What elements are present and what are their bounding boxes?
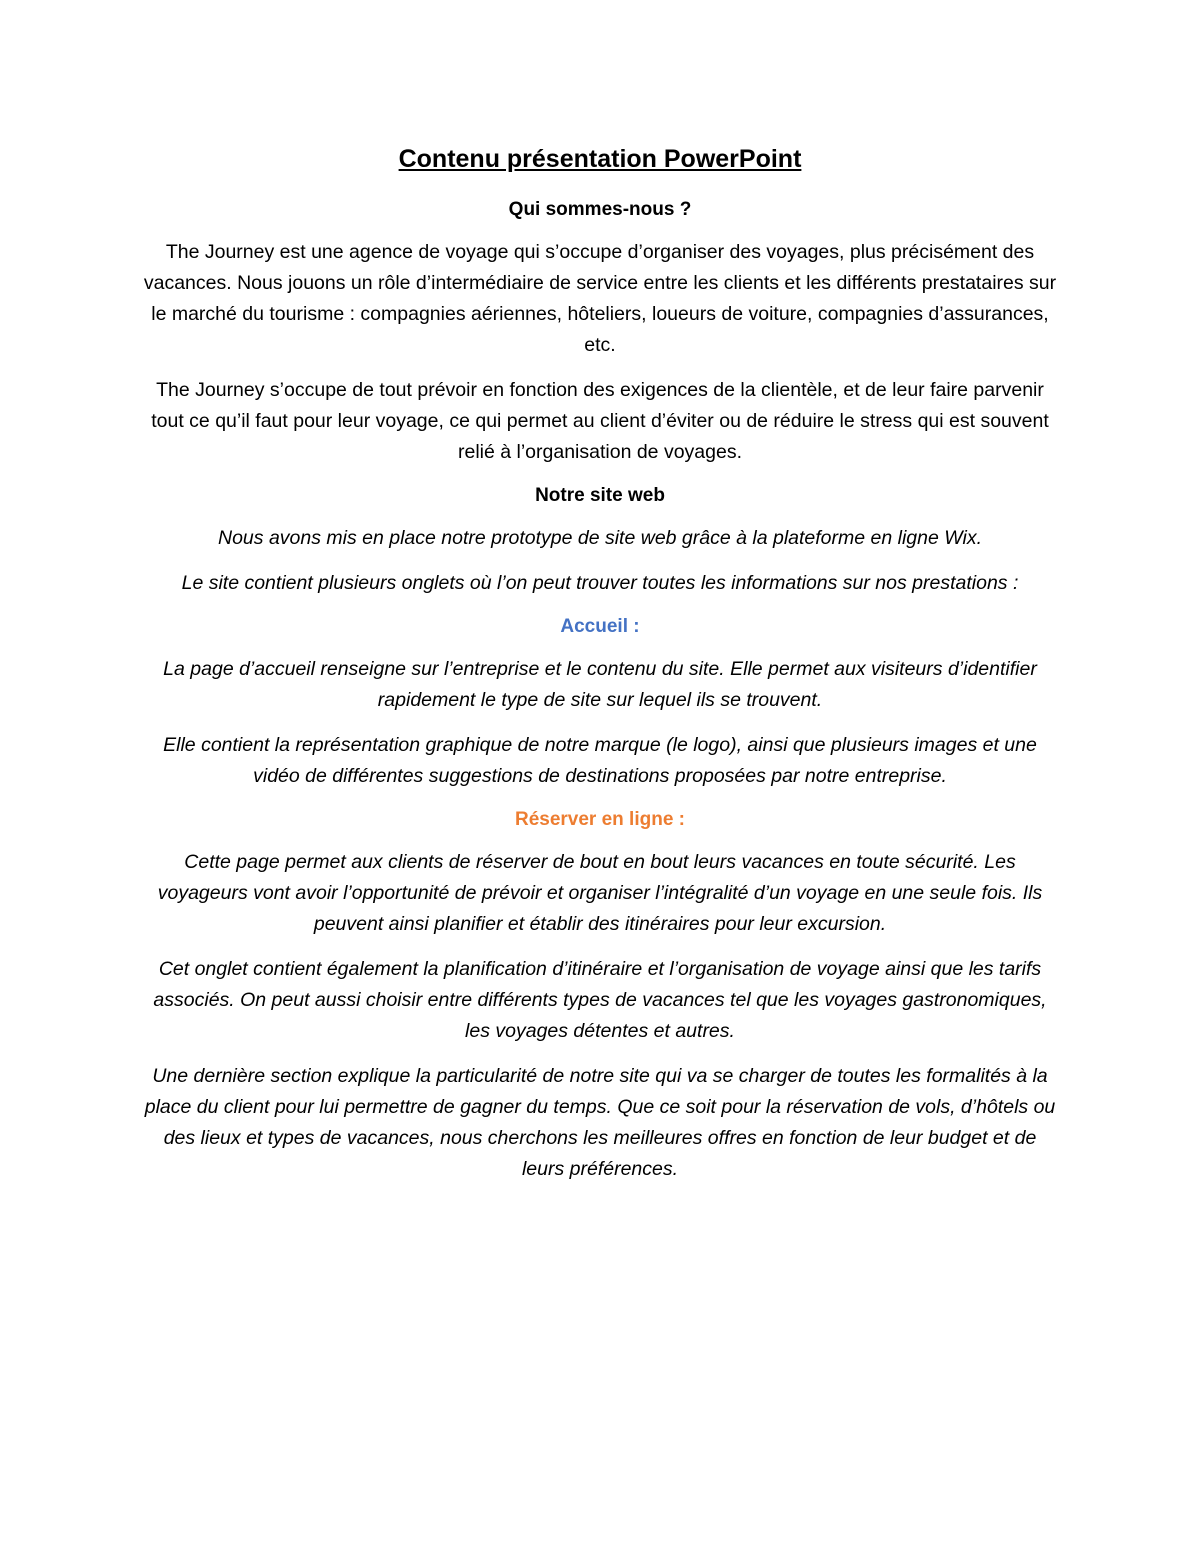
section-heading-notre-site-web: Notre site web: [535, 485, 665, 506]
paragraph-accueil-2: Elle contient la représentation graphique de notre marque (le logo), ainsi que plusieurs images et une vidéo de différentes suggestions de destinations proposées par notre entreprise.: [163, 734, 1037, 787]
paragraph-reserver-1: Cette page permet aux clients de réserver de bout en bout leurs vacances en toute sécurité. Les voyageurs vont avoir l’opportunité de prévoir et organiser l’intégralité d’un voyage en une seule fois. Ils peuvent ainsi planifier et établir des itinéraires pour leur excursion.: [157, 851, 1043, 935]
paragraph-site-2: Le site contient plusieurs onglets où l’on peut trouver toutes les informations sur nos prestations :: [181, 572, 1019, 594]
paragraph-qui-1: The Journey est une agence de voyage qui s’occupe d’organiser des voyages, plus précisément des vacances. Nous jouons un rôle d’intermédiaire de service entre les clients et les différents prestataires sur le marché du tourisme : compagnies aériennes, hôteliers, loueurs de voiture, compagnies d’assurances, etc.: [143, 241, 1057, 356]
paragraph-accueil-1: La page d’accueil renseigne sur l’entreprise et le contenu du site. Elle permet aux visiteurs d’identifier rapidement le type de site sur lequel ils se trouvent.: [163, 658, 1037, 711]
section-heading-reserver-en-ligne: Réserver en ligne :: [514, 809, 686, 830]
section-heading-qui-sommes-nous: Qui sommes-nous ?: [508, 199, 692, 220]
document-body: [140, 140, 1060, 1199]
paragraph-qui-2: The Journey s’occupe de tout prévoir en fonction des exigences de la clientèle, et de leur faire parvenir tout ce qu’il faut pour leur voyage, ce qui permet au client d’éviter ou de réduire le stress qui est souvent relié à l’organisation de voyages.: [151, 379, 1049, 463]
paragraph-site-1: Nous avons mis en place notre prototype de site web grâce à la plateforme en ligne Wix.: [218, 527, 982, 549]
section-heading-accueil: Accueil :: [560, 616, 640, 637]
document-title: Contenu présentation PowerPoint: [398, 145, 802, 173]
paragraph-reserver-3: Une dernière section explique la particularité de notre site qui va se charger de toutes les formalités à la place du client pour lui permettre de gagner du temps. Que ce soit pour la réservation de vols, d’hôtels ou des lieux et types de vacances, nous cherchons les meilleures offres en fonction de leur budget et de leurs préférences.: [144, 1065, 1056, 1180]
paragraph-reserver-2: Cet onglet contient également la planification d’itinéraire et l’organisation de voyage ainsi que les tarifs associés. On peut aussi choisir entre différents types de vacances tel que les voyages gastronomiques, les voyages détentes et autres.: [153, 958, 1047, 1042]
